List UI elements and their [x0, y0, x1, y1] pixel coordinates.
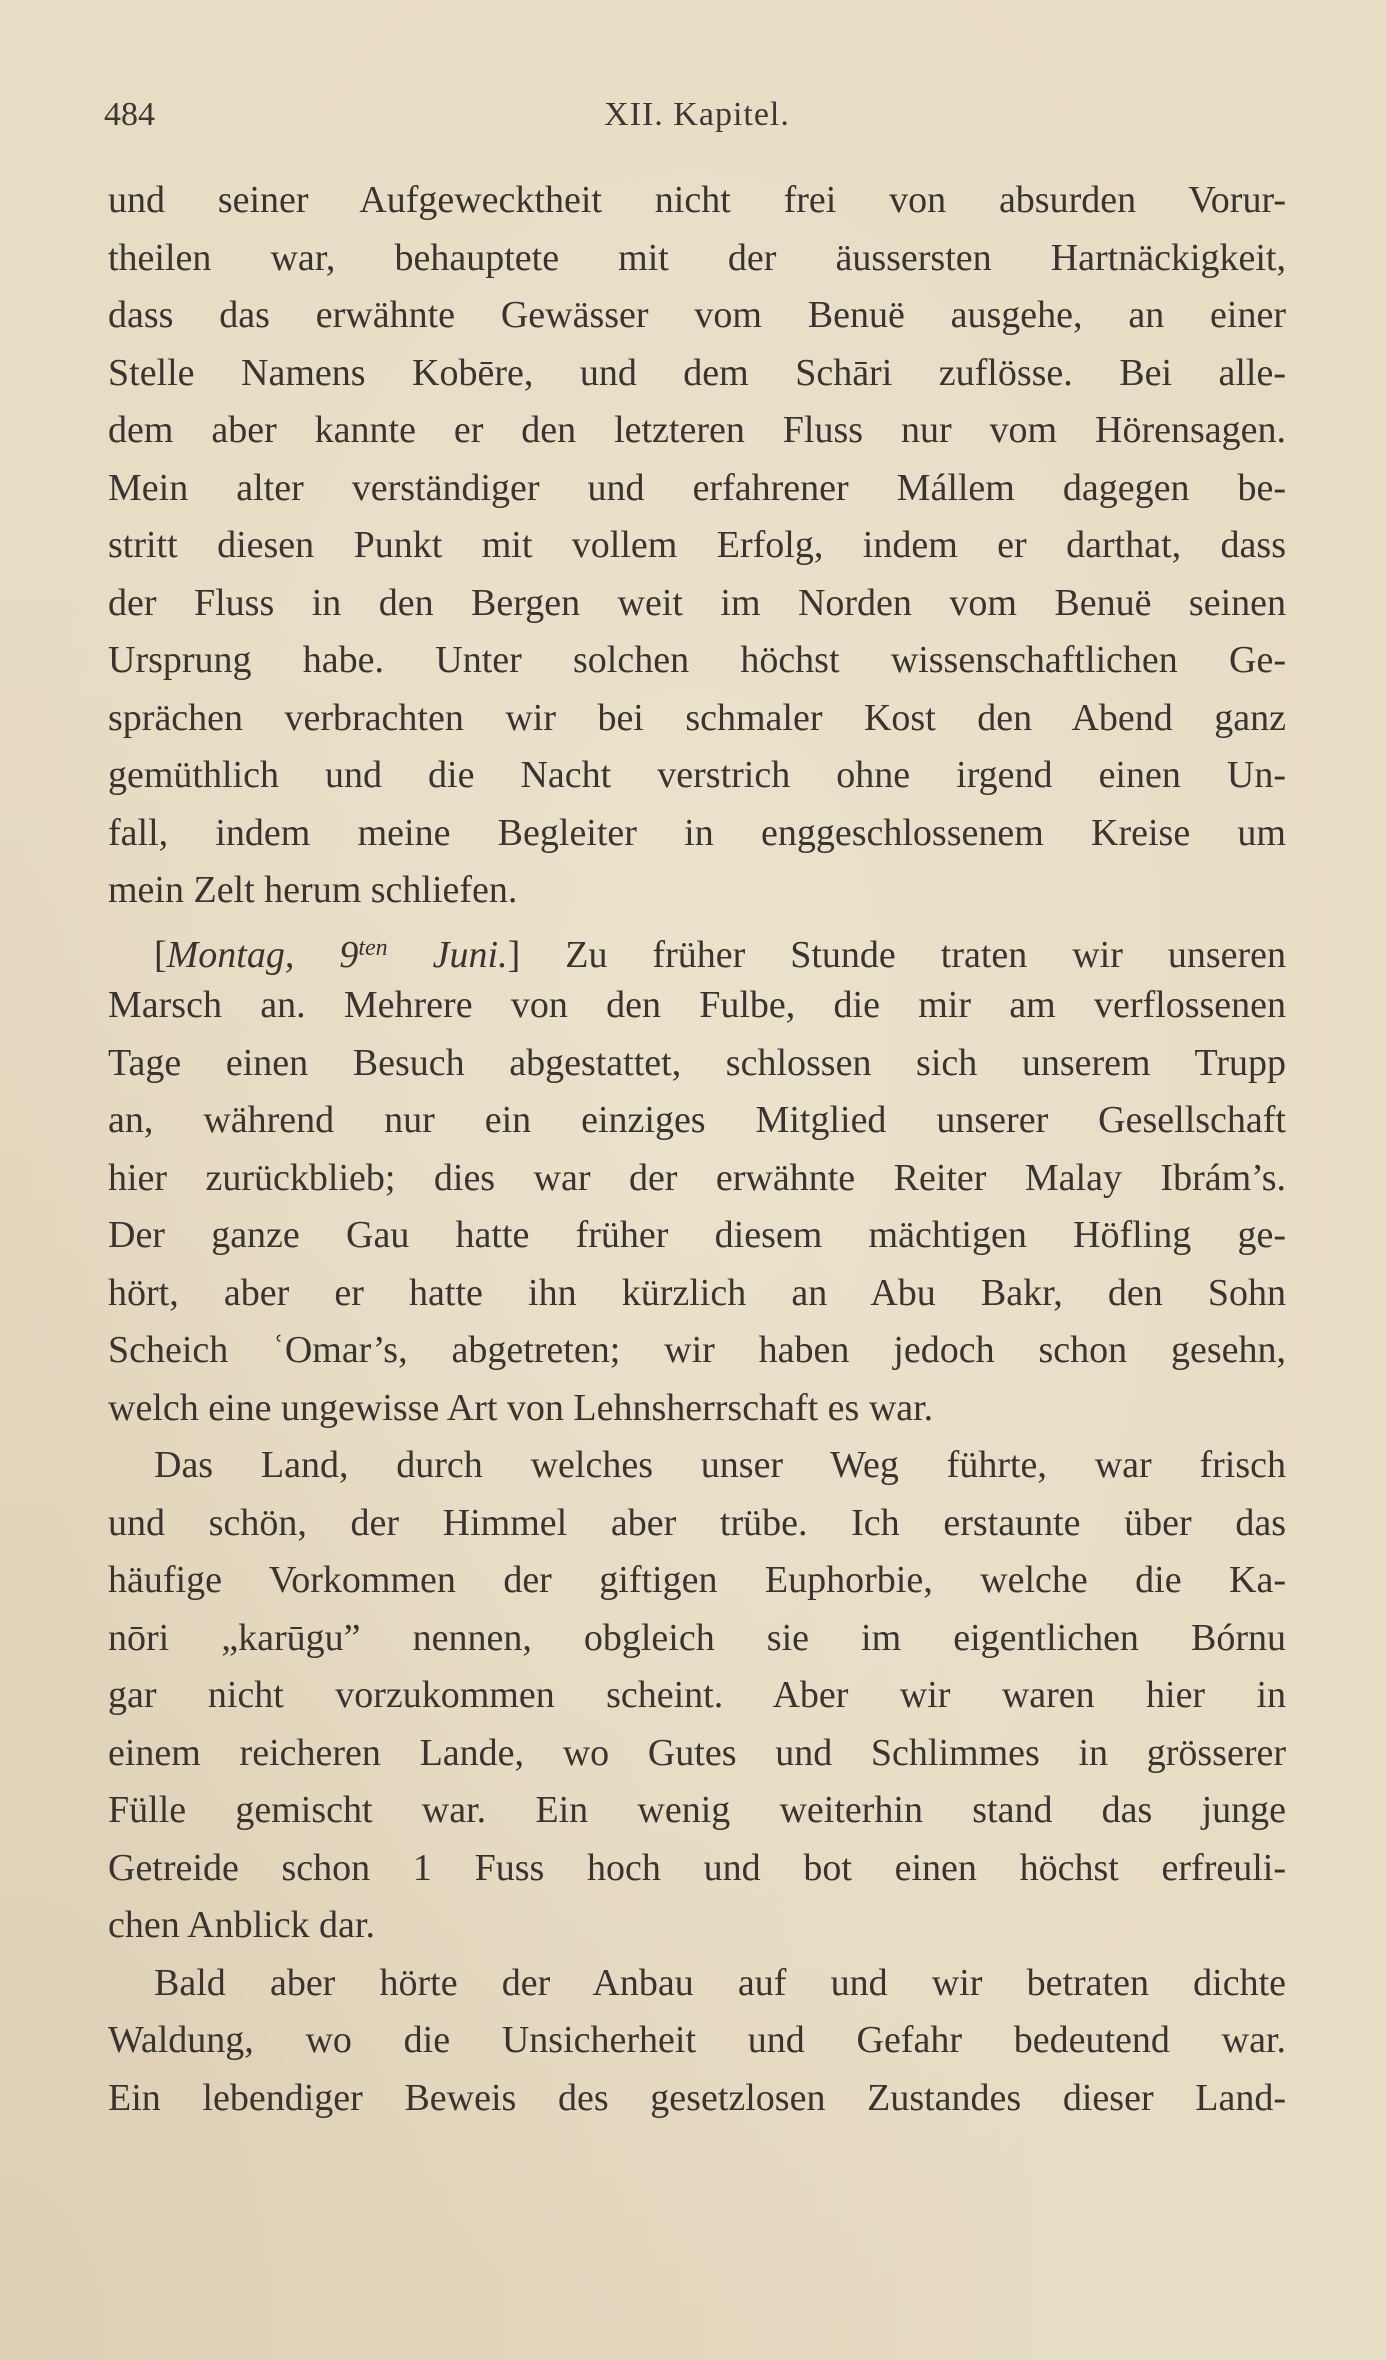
text-line: stritt diesen Punkt mit vollem Erfolg, indem er darthat, dass [108, 524, 1286, 566]
text-segment: Zu früher Stunde traten wir unseren [565, 933, 1286, 976]
paragraph [108, 172, 1286, 920]
date-day: Montag, [166, 933, 295, 976]
text-line: nōri „karūgu” nennen, obgleich sie im eigentlichen Bórnu [108, 1616, 1286, 1659]
text-line: Der ganze Gau hatte früher diesem mächtigen Höfling ge- [108, 1214, 1286, 1256]
text-line: fall, indem meine Begleiter in enggeschlossenem Kreise um [108, 811, 1286, 854]
date-suffix: ten [358, 934, 388, 961]
text-line: Bald aber hörte der Anbau auf und wir betraten dichte [154, 1961, 1286, 2004]
text-line: gemüthlich und die Nacht verstrich ohne irgend einen Un- [108, 754, 1286, 796]
text-line: theilen war, behauptete mit der äussersten Hartnäckigkeit, [108, 236, 1286, 279]
text-line: Das Land, durch welches unser Weg führte, war frisch [154, 1444, 1286, 1486]
text-line: welch eine ungewisse Art von Lehnsherrschaft es war. [108, 1386, 934, 1429]
text-line: Marsch an. Mehrere von den Fulbe, die mir am verflossenen [108, 984, 1286, 1026]
date-bracket-open: [ [154, 933, 167, 976]
paragraph [108, 1437, 1286, 1955]
text-line: an, während nur ein einziges Mitglied unserer Gesellschaft [108, 1099, 1286, 1141]
text-line: und schön, der Himmel aber trübe. Ich erstaunte über das [108, 1501, 1286, 1544]
text-line: einem reicheren Lande, wo Gutes und Schlimmes in grösserer [108, 1731, 1286, 1774]
body-text [108, 172, 1286, 2127]
text-line: hört, aber er hatte ihn kürzlich an Abu Bakr, den Sohn [108, 1271, 1286, 1314]
text-line: sprächen verbrachten wir bei schmaler Kost den Abend ganz [108, 696, 1286, 739]
paragraph [108, 920, 1286, 1438]
text-line: Ursprung habe. Unter solchen höchst wissenschaftlichen Ge- [108, 639, 1286, 681]
text-line: Stelle Namens Kobēre, und dem Schāri zuflösse. Bei alle- [108, 351, 1286, 394]
date-bracket-close: ] [507, 933, 521, 976]
text-line: Waldung, wo die Unsicherheit und Gefahr bedeutend war. [108, 2019, 1286, 2061]
text-line: Tage einen Besuch abgestattet, schlossen sich unserem Trupp [108, 1041, 1286, 1084]
page-number: 484 [104, 96, 155, 133]
text-line: chen Anblick dar. [108, 1904, 375, 1946]
date-num: 9 [339, 933, 359, 976]
text-line: Mein alter verständiger und erfahrener Mállem dagegen be- [108, 466, 1286, 509]
text-line: dass das erwähnte Gewässer vom Benuë ausgehe, an einer [108, 294, 1286, 336]
text-line: und seiner Aufgewecktheit nicht frei von absurden Vorur- [108, 179, 1286, 221]
text-line: häufige Vorkommen der giftigen Euphorbie, welche die Ka- [108, 1559, 1286, 1601]
text-line: Scheich ʿOmar’s, abgetreten; wir haben jedoch schon gesehn, [108, 1329, 1286, 1371]
text-line: Fülle gemischt war. Ein wenig weiterhin stand das junge [108, 1789, 1286, 1831]
text-line: mein Zelt herum schliefen. [108, 869, 518, 911]
running-head [100, 96, 1294, 146]
paragraph [108, 1955, 1286, 2128]
date-month: Juni. [432, 933, 508, 976]
text-line: Ein lebendiger Beweis des gesetzlosen Zustandes dieser Land- [108, 2076, 1286, 2119]
text-line: gar nicht vorzukommen scheint. Aber wir waren hier in [108, 1674, 1286, 1716]
text-line: Getreide schon 1 Fuss hoch und bot einen höchst erfreuli- [108, 1846, 1286, 1889]
text-line: hier zurückblieb; dies war der erwähnte Reiter Malay Ibrám’s. [108, 1156, 1286, 1199]
dated-line [108, 920, 1286, 978]
text-line: der Fluss in den Bergen weit im Norden vom Benuë seinen [108, 581, 1286, 624]
text-line: dem aber kannte er den letzteren Fluss nur vom Hörensagen. [108, 409, 1286, 451]
chapter-title: XII. Kapitel. [604, 96, 790, 133]
